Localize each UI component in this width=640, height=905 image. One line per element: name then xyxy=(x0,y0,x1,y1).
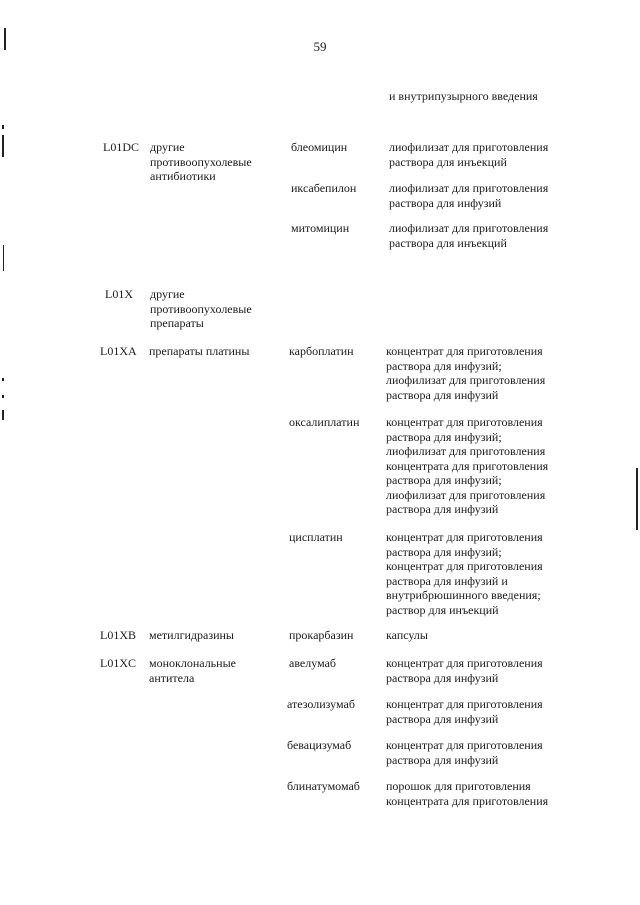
scan-mark xyxy=(2,125,4,129)
scan-mark xyxy=(2,135,4,157)
drug-name: блеомицин xyxy=(291,140,348,154)
drug-name: прокарбазин xyxy=(289,628,354,642)
dosage-form: капсулы xyxy=(386,628,428,642)
scan-mark xyxy=(2,378,4,381)
drug-name: иксабепилон xyxy=(291,181,357,195)
scan-mark xyxy=(3,245,4,271)
atc-code: L01XC xyxy=(100,656,136,670)
atc-code: L01XB xyxy=(100,628,136,642)
atc-group: препараты платины xyxy=(149,344,250,358)
dosage-form: порошок для приготовления концентрата для приготовления xyxy=(386,779,549,808)
drug-name: цисплатин xyxy=(289,530,343,544)
atc-group: моноклональные антитела xyxy=(149,656,236,685)
page-number: 59 xyxy=(313,39,327,54)
dosage-form: лиофилизат для приготовления раствора для инъекций xyxy=(389,221,549,250)
atc-code: L01DC xyxy=(103,140,139,154)
dosage-form: концентрат для приготовления раствора для инфузий xyxy=(386,697,543,726)
drug-name: митомицин xyxy=(291,221,350,235)
dosage-form: лиофилизат для приготовления раствора для инъекций xyxy=(389,140,549,169)
dosage-form: концентрат для приготовления раствора для инфузий xyxy=(386,738,543,767)
drug-name: блинатумомаб xyxy=(287,779,360,793)
drug-name: бевацизумаб xyxy=(287,738,352,752)
atc-code: L01X xyxy=(105,287,133,301)
dosage-form: концентрат для приготовления раствора для инфузий xyxy=(386,656,543,685)
scan-mark xyxy=(2,395,4,398)
drug-name: атезолизумаб xyxy=(287,697,355,711)
dosage-form: концентрат для приготовления раствора для инфузий; концентрат для приготовления раствора для инфузий и внутрибрюшинного введения; раствор для инъекций xyxy=(386,530,543,617)
drug-name: авелумаб xyxy=(289,656,337,670)
scan-mark xyxy=(2,410,4,420)
carryover-text: и внутрипузырного введения xyxy=(389,89,538,103)
atc-code: L01XA xyxy=(100,344,137,358)
dosage-form: концентрат для приготовления раствора для инфузий; лиофилизат для приготовления концентрата для приготовления раствора для инфузий; лиофилизат для приготовления раствора для инфузий xyxy=(386,415,549,516)
scan-mark xyxy=(636,468,638,530)
atc-group: метилгидразины xyxy=(149,628,234,642)
drug-name: оксалиплатин xyxy=(289,415,360,429)
atc-group: другие противоопухолевые антибиотики xyxy=(150,140,252,183)
dosage-form: лиофилизат для приготовления раствора для инфузий xyxy=(389,181,549,210)
dosage-form: концентрат для приготовления раствора для инфузий; лиофилизат для приготовления раствора для инфузий xyxy=(386,344,546,402)
atc-group: другие противоопухолевые препараты xyxy=(150,287,252,330)
drug-name: карбоплатин xyxy=(289,344,354,358)
